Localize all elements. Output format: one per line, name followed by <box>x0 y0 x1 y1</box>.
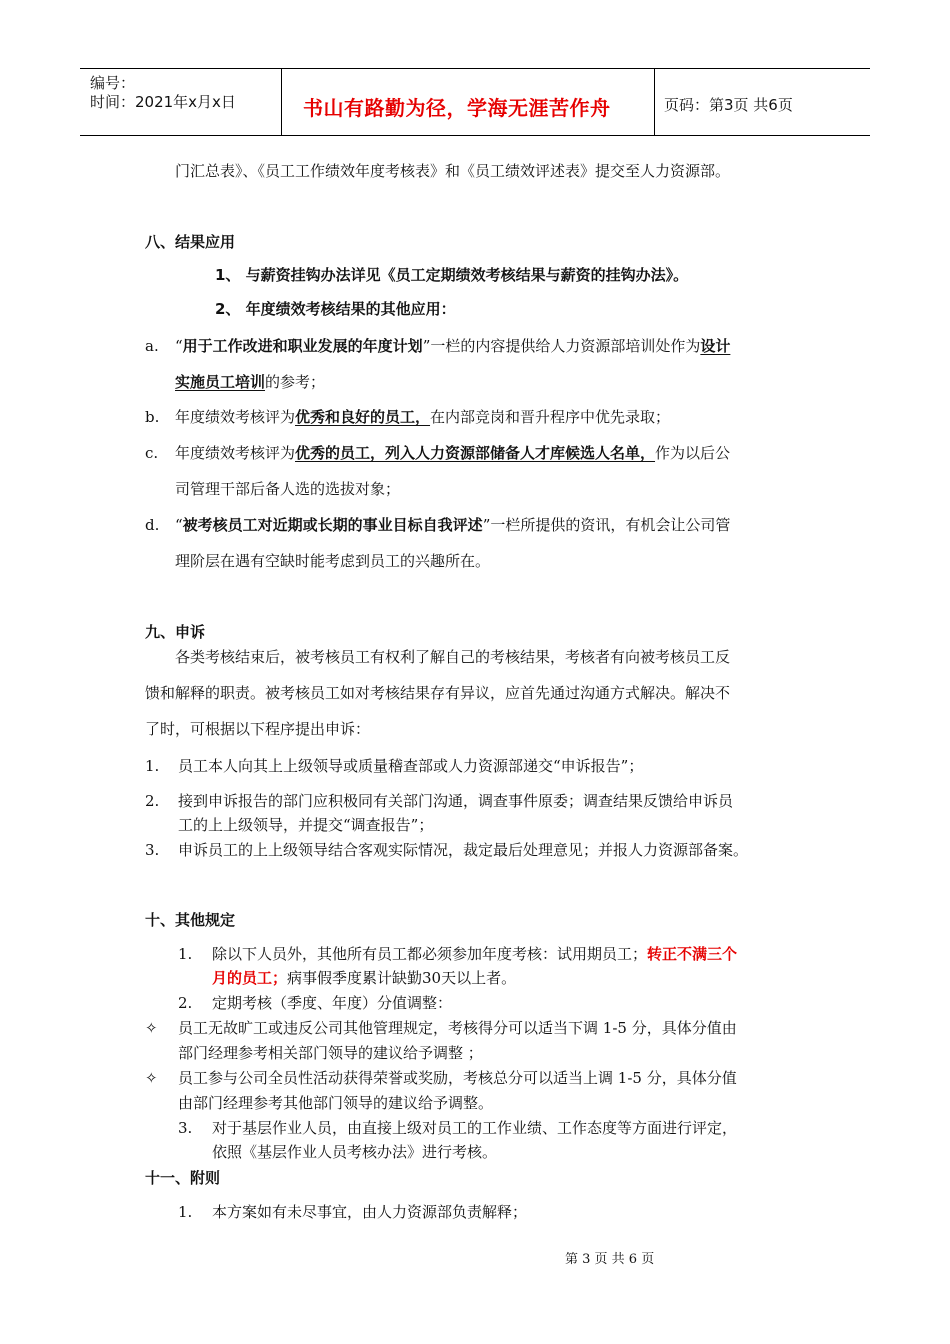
bullet-1-line-1: 员工无故旷工或违反公司其他管理规定，考核得分可以适当下调 1-5 分，具体分值由 <box>178 1019 737 1037</box>
appeal-item-1: 员工本人向其上上级领导或质量稽查部或人力资源部递交“申诉报告”； <box>178 757 644 775</box>
item-a-underline-1: 设计 <box>700 337 731 355</box>
appeal-item-2: 接到申诉报告的部门应积极同有关部门沟通，调查事件原委；调查结果反馈给申诉员 <box>178 792 734 810</box>
item-d-line-2: 理阶层在遇有空缺时能考虑到员工的兴趣所在。 <box>175 552 491 570</box>
item-a-mid: ”一栏的内容提供给人力资源部培训处作为 <box>422 337 701 355</box>
item-a-bold: 用于工作改进和职业发展的年度计划 <box>182 337 423 355</box>
header-code: 编号： <box>90 74 136 92</box>
rule-item-1-num: 1. <box>178 945 193 963</box>
header-motto: 书山有路勤为径，学海无涯苦作舟 <box>303 96 611 120</box>
item-c-tail: 作为以后公 <box>655 444 731 462</box>
header-top-rule <box>80 68 870 69</box>
item-d-bold: 被考核员工对近期或长期的事业目标自我评述 <box>182 516 483 534</box>
rule-item-1-pre: 除以下人员外，其他所有员工都必须参加年度考核：试用期员工； <box>212 945 648 963</box>
item-c-line-2: 司管理干部后备人选的选拔对象； <box>175 480 401 498</box>
item-c-pre: 年度绩效考核评为 <box>175 444 296 462</box>
item-d-tail: ”一栏所提供的资讯，有机会让公司管 <box>482 516 731 534</box>
intro-line: 门汇总表》、《员工工作绩效年度考核表》和《员工绩效评述表》提交至人力资源部。 <box>175 162 731 180</box>
appeal-item-2-num: 2. <box>145 792 160 810</box>
diamond-bullet-icon: ✧ <box>145 1069 158 1087</box>
appeal-item-3-num: 3. <box>145 841 160 859</box>
rule-item-1-red-1: 转正不满三个 <box>647 945 738 963</box>
section-8-item-1: 1、 与薪资挂钩办法详见《员工定期绩效考核结果与薪资的挂钩办法》。 <box>215 266 689 284</box>
bullet-2-line-1: 员工参与公司全员性活动获得荣誉或奖励，考核总分可以适当上调 1-5 分，具体分值 <box>178 1069 737 1087</box>
item-b-pre: 年度绩效考核评为 <box>175 408 296 426</box>
bullet-1-line-2: 部门经理参考相关部门领导的建议给予调整 ； <box>178 1044 483 1062</box>
header-time: 时间：2021年x月x日 <box>90 93 236 111</box>
item-a-tail: 的参考； <box>265 373 326 391</box>
rule-item-2: 定期考核（季度、年度）分值调整： <box>212 994 453 1012</box>
diamond-bullet-icon: ✧ <box>145 1019 158 1037</box>
header-divider-right <box>654 68 655 135</box>
item-d-marker: d. <box>145 516 160 534</box>
rule-item-1-red-2: 月的员工； <box>212 969 288 987</box>
appendix-item-1-num: 1. <box>178 1203 193 1221</box>
item-a-line-2 <box>175 372 325 392</box>
rule-item-1-line-1 <box>212 944 737 964</box>
section-9-para-3: 了时，可根据以下程序提出申诉： <box>145 720 371 738</box>
item-d-quote: “ <box>175 516 183 534</box>
item-c-marker: c. <box>145 444 159 462</box>
item-c-line-1 <box>175 443 730 463</box>
section-9-title: 九、申诉 <box>145 623 206 641</box>
header-divider-left <box>281 68 282 135</box>
header-page-number: 页码：第3页 共6页 <box>664 96 793 114</box>
item-d-line-1 <box>175 515 730 535</box>
appeal-item-3: 申诉员工的上上级领导结合客观实际情况，裁定最后处理意见；并报人力资源部备案。 <box>178 841 749 859</box>
footer-page-number: 第 3 页 共 6 页 <box>565 1252 655 1267</box>
rule-item-1-tail: 病事假季度累计缺勤30天以上者。 <box>287 969 517 987</box>
item-a-marker: a. <box>145 337 159 355</box>
bullet-2-line-2: 由部门经理参考其他部门领导的建议给予调整。 <box>178 1094 494 1112</box>
rule-item-1-line-2 <box>212 968 516 988</box>
section-9-para-1: 各类考核结束后，被考核员工有权利了解自己的考核结果，考核者有向被考核员工反 <box>175 648 731 666</box>
section-9-para-2: 馈和解释的职责。被考核员工如对考核结果存有异议，应首先通过沟通方式解决。解决不 <box>145 684 731 702</box>
item-a-line-1 <box>175 336 730 356</box>
rule-item-3-line-1: 对于基层作业人员，由直接上级对员工的工作业绩、工作态度等方面进行评定， <box>212 1119 738 1137</box>
item-b-line <box>175 407 670 427</box>
section-11-title: 十一、附则 <box>145 1169 221 1187</box>
appeal-item-2-cont: 工的上上级领导，并提交“调查报告”； <box>178 816 434 834</box>
rule-item-3-line-2: 依照《基层作业人员考核办法》进行考核。 <box>212 1143 498 1161</box>
item-b-underline: 优秀和良好的员工， <box>295 408 431 426</box>
section-8-title: 八、结果应用 <box>145 233 236 251</box>
appendix-item-1: 本方案如有未尽事宜，由人力资源部负责解释； <box>212 1203 528 1221</box>
rule-item-2-num: 2. <box>178 994 193 1012</box>
item-a-underline-2: 实施员工培训 <box>175 373 266 391</box>
section-8-item-2: 2、 年度绩效考核结果的其他应用： <box>215 300 456 318</box>
header-bottom-rule <box>80 135 870 136</box>
item-b-marker: b. <box>145 408 160 426</box>
item-b-tail: 在内部竞岗和晋升程序中优先录取； <box>430 408 671 426</box>
item-a-quote: “ <box>175 337 183 355</box>
section-10-title: 十、其他规定 <box>145 911 236 929</box>
item-c-underline: 优秀的员工，列入人力资源部储备人才库候选人名单， <box>295 444 656 462</box>
appeal-item-1-num: 1. <box>145 757 160 775</box>
rule-item-3-num: 3. <box>178 1119 193 1137</box>
